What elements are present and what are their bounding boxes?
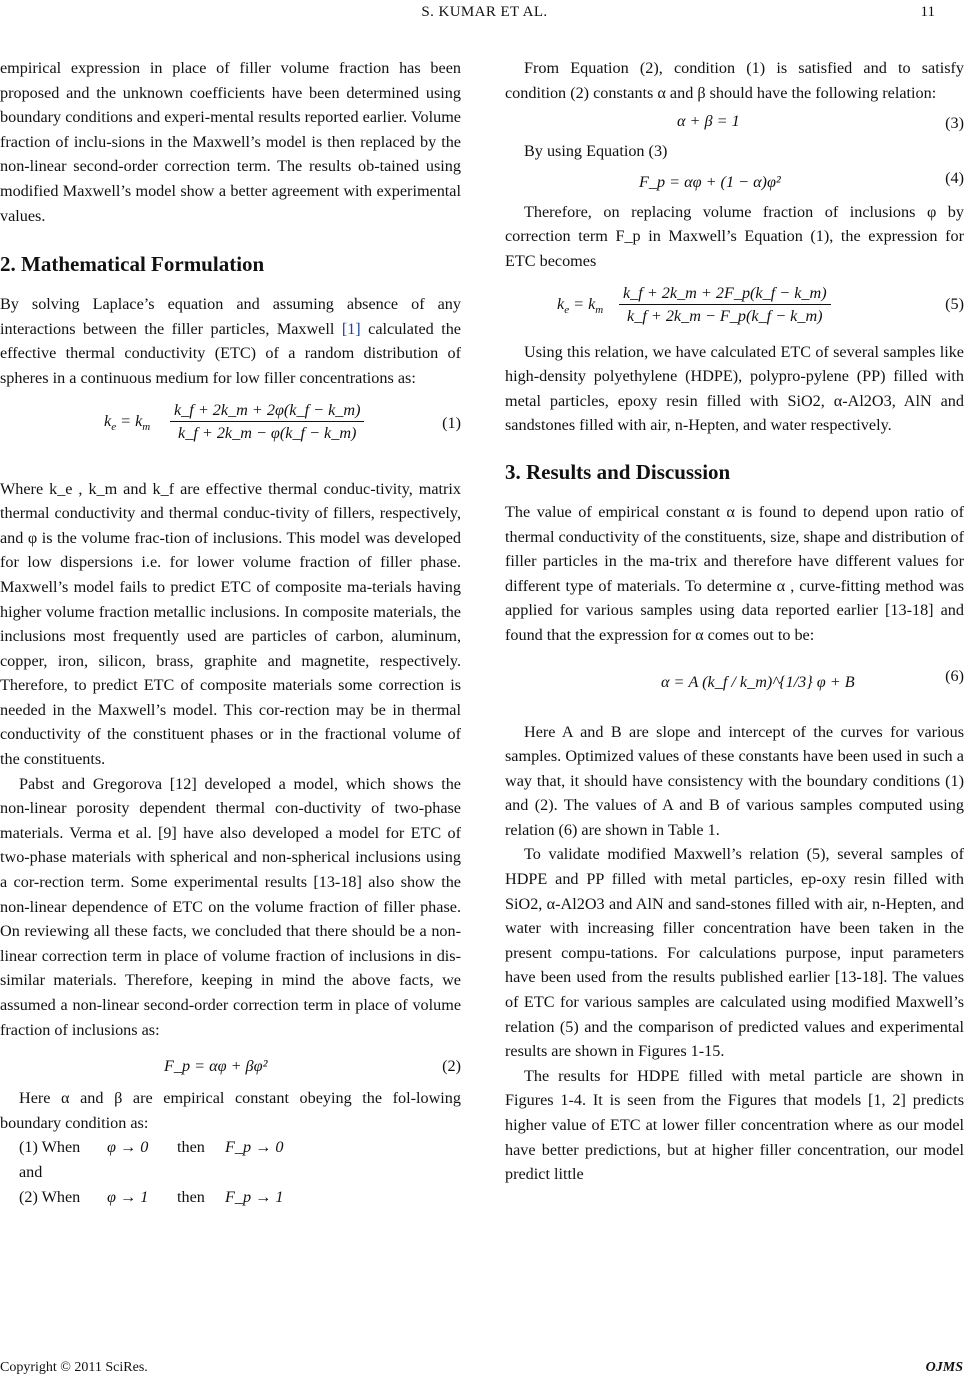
and-text: and bbox=[19, 1162, 43, 1181]
equation-4: F_p = αφ + (1 − α)φ² (4) bbox=[639, 168, 964, 191]
using-paragraph: By using Equation (3) bbox=[524, 142, 668, 161]
ab-paragraph: Here A and B are slope and intercept of the curves for various samples. Optimized values of these constants have been used in such a way that, it should have consistency with the boundary conditions (1) and (2). The values of A and B of various samples computed using relation (6) are shown in Table 1. bbox=[505, 722, 964, 839]
copyright: Copyright © 2011 SciRes. bbox=[0, 1360, 148, 1375]
section-2-heading: 2. Mathematical Formulation bbox=[0, 252, 265, 277]
here-paragraph: Here α and β are empirical constant obeying the fol-lowing boundary condition as: bbox=[0, 1089, 461, 1132]
eq1-label: (1) bbox=[442, 413, 461, 432]
eq1-numerator: k_f + 2k_m + 2φ(k_f − k_m) bbox=[170, 399, 364, 422]
therefore-paragraph: Therefore, on replacing volume fraction of inclusions φ by correction term F_p in Maxwell’s Equation (1), the expression for ETC becomes bbox=[505, 202, 964, 270]
ref-link-1[interactable]: [1] bbox=[341, 319, 361, 338]
equation-5: $k_e = k_m$ $\frac{k\_f + 2k\_m + 2F\_p(k\_f - k\_m)}{k\_f + 2k\_m - F\_p(k\_f - k\_m)}$ (5) bbox=[557, 283, 964, 325]
laplace-paragraph: By solving Laplace’s equation and assuming absence of any interactions between the filler particles, Maxwell [1] calculated the effective thermal conductivity (ETC) of a random distribution of spheres in a continuous medium for low filler concentrations as: bbox=[0, 295, 461, 387]
equation-6: α = A (k_f / k_m)^{1/3} φ + B (6) bbox=[661, 666, 964, 691]
relation-paragraph: Using this relation, we have calculated ETC of several samples like high-density polyethylene (HDPE), polypro-pylene (PP) filled with metal particles, epoxy resin filled with SiO2, α-Al2O3, AlN and sandstones filled with air, n-Hepten, and water respectively. bbox=[505, 342, 964, 435]
equation-1: $k_e = k_m$ $\frac{k\_f + 2k\_m + 2\varphi(k\_f - k\_m)}{k\_f + 2k\_m - \varphi(k\_f - k\_m)}$ (1) bbox=[104, 400, 461, 442]
intro-paragraph: empirical expression in place of filler volume fraction has been proposed and the unknown coefficients have been determined using boundary conditions and experi-mental results reported earlier. Volume fraction of inclu-sions in the Maxwell’s model is then replaced by the non-linear second-order correction term. The results ob-tained using modified Maxwell’s model show a better agreement with experimental values. bbox=[0, 59, 461, 225]
eq5-denominator: k_f + 2k_m − F_p(k_f − k_m) bbox=[627, 306, 823, 325]
boundary-conditions bbox=[0, 1135, 461, 1209]
page-header bbox=[0, 0, 969, 30]
pabst-paragraph: Pabst and Gregorova [12] developed a model, which shows the non-linear porosity dependent thermal con-ductivity of two-phase materials. Verma et al. [9] have also developed a model for ETC of two-phase materials with spherical and non-spherical inclusions using a cor-rection term. Some experimental results [13-18] also show the non-linear dependence of ETC on the volume fraction of filler phase. On reviewing all these facts, we concluded that there should be a non-linear correction term in place of volume fraction of inclusions in dis-similar materials. Therefore, keeping in mind the above facts, we assumed a non-linear second-order correction term in place of volume fraction of inclusions as: bbox=[0, 774, 461, 1039]
eq1-denominator: k_f + 2k_m − φ(k_f − k_m) bbox=[178, 423, 357, 442]
right-column bbox=[505, 56, 964, 1187]
value-paragraph: The value of empirical constant α is found to depend upon ratio of thermal conductivity of the constituents, size, shape and distribution of filler particles in the ma-trix and therefore have different values for different type of materials. To determine α , curve-fitting method was applied for various samples using data reported earlier [13-18] and found that the expression for α comes out to be: bbox=[505, 502, 964, 644]
equation-2: F_p = αφ + βφ² (2) bbox=[164, 1057, 461, 1076]
results-paragraph: The results for HDPE filled with metal particle are shown in Figures 1-4. It is seen from the Figures that models [1, 2] predicts higher value of ETC at lower filler concentration where as our model have better predictions, but at higher filler concentration, our model predict little bbox=[505, 1066, 964, 1184]
condition-2: (2) When φ → 1 then F_p → 1 bbox=[19, 1187, 284, 1206]
validate-paragraph: To validate modified Maxwell’s relation (5), several samples of HDPE and PP filled with metal particles, ep-oxy resin filled with SiO2, α-Al2O3 and AlN and sand-stones filled with air, n-Hepten, and water with increasing filler concentration have been taken in the present compu-tations. For calculations purpose, input parameters have been used from the results published earlier [13-18]. The values of ETC for various samples are calculated using modified Maxwell’s relation (5) and the comparison of predicted values and experimental results are shown in Figures 1-15. bbox=[505, 845, 964, 1061]
equation-3: α + β = 1 (3) bbox=[677, 112, 964, 133]
journal-name: OJMS bbox=[925, 1360, 963, 1375]
page-number: 11 bbox=[920, 4, 935, 20]
left-column bbox=[0, 56, 461, 1209]
eq5-numerator: k_f + 2k_m + 2F_p(k_f − k_m) bbox=[619, 282, 831, 305]
running-title: S. KUMAR ET AL. bbox=[421, 4, 548, 20]
section-3-heading: 3. Results and Discussion bbox=[505, 459, 731, 484]
from-eq2-paragraph: From Equation (2), condition (1) is satisfied and to satisfy condition (2) constants α and β should have the following relation: bbox=[505, 59, 964, 102]
where-paragraph: Where k_e , k_m and k_f are effective thermal conduc-tivity, matrix thermal conductivity and thermal conduc-tivity of fillers, respectively, and φ is the volume frac-tion of inclusions. This model was developed for low dispersions i.e. for lower volume fraction of filler phase. Maxwell’s model fails to predict ETC of composite ma-terials having higher volume fraction metallic inclusions. In composite materials, the inclusions most frequently used are particles of carbon, aluminum, copper, iron, silicon, brass, graphite and magnetite, respectively. Therefore, to predict ETC of composite materials some correction is needed in the Maxwell’s model. This cor-rection may be in thermal conductivity of the constituent phases or in the fractional volume of the constituents. bbox=[0, 479, 461, 769]
condition-1: (1) When φ → 0 then F_p → 0 bbox=[19, 1138, 284, 1157]
